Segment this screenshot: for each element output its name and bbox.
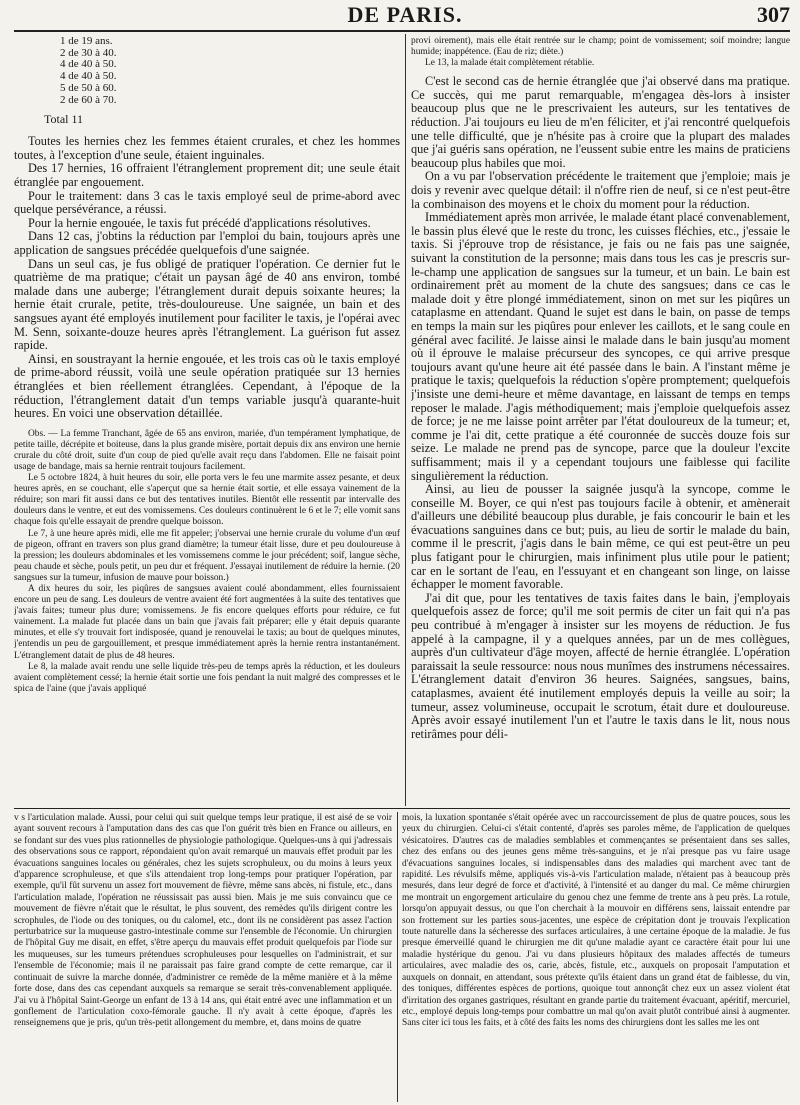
age-table	[60, 36, 400, 106]
paragraph: C'est le second cas de hernie étranglée que j'ai observé dans ma pratique. Ce succès, qui me parut remarquable, m'engagea dès-lors à insister beaucoup plus que ne le prescrivaient les auteurs, sur les tentatives de réduction. J'ai toujours eu lieu de m'en féliciter, et j'ai rencontré quelquefois une telle difficulté, que je n'hésite pas à croire que la plupart des malades que j'ai guéris sans opération, ne l'eussent subie entre les mains de praticiens beaucoup plus habiles que moi.	[411, 74, 790, 170]
paragraph: Pour la hernie engouée, le taxis fut précédé d'applications résolutives.	[28, 215, 371, 230]
paragraph: mois, la luxation spontanée s'était opérée avec un raccourcissement de plus de quatre pouces, sous les yeux du chirurgien. Celui-ci s'était contenté, d'après ses paroles même, de l'application de quelques vésicatoires. D'autres cas de maladies semblables et commençantes se présentaient dans ses salles, chez des enfans ou des jeunes gens même très-sanguins, et je n'ai presque pas vu faire usage d'évacuations sanguines locales, si indispensables dans des maladies qui marchent avec tant de rapidité. Les révulsifs même, appliqués vis-à-vis l'articulation malade, n'étaient pas à beaucoup près mesurés, dans leur degré de force et d'activité, à l'intensité et au danger du mal. Ce même chirurgien me montrait un engorgement articulaire du genou chez une femme de trente ans à peu près. La rotule, lorsqu'on appuyait dessus, ou que l'on cherchait à la mouvoir en différens sens, laissait entendre par son frottement sur les parties sous-jacentes, une espèce de crépitation dont je trouvais l'explication toute naturelle dans la sécheresse des surfaces articulaires, à une certaine époque de la maladie. Je fus presque émerveillé quand le chirurgien me dit qu'une maladie ayant ce caractère était pour lui une maladie hystérique du genou. J'ai vu dans plusieurs hôpitaux des malades affectés de tumeurs articulaires, avec maladie des os, carie, abcès, fistule, etc., auxquels on proposait l'amputation et auxquels on donnait, en attendant, sous prétexte qu'ils étaient dans un grand état de faiblesse, du vin, des toniques, différentes espèces de portions, quoique tout annonçât chez eux un assez violent état d'irritation des organes gastriques, résultant en grande partie du traitement évacuant, apéritif, mercuriel, etc., employé depuis long-temps pour combattre un mal qu'on avait plutôt contribué ainsi à augmenter. Sans citer ici tous les faits, et à côté des faits les noms des chirurgiens dont les salles me les ont	[402, 813, 790, 1029]
paragraph: On a vu par l'observation précédente le traitement que j'emploie; mais je dois y revenir avec quelque détail: il n'offre rien de neuf, si ce n'est peut-être la combinaison des moyens et le choix du moment pour la réduction.	[411, 169, 790, 211]
observation-paragraph: Obs. — La femme Tranchant, âgée de 65 ans environ, mariée, d'un tempérament lymphatique, de petite taille, décrépite et boiteuse, dans la plus grande misère, portait depuis dix ans environ une hernie crurale du côté droit, suite d'un coup de pied qu'elle avait reçu dans l'abdomen. Elle ne faisait point usage de bandage, mais sa hernie rentrait toujours facilement.	[14, 428, 400, 472]
paragraph: v s l'articulation malade. Aussi, pour celui qui suit quelque temps leur pratique, il est aisé de se voir ayant souvent recours à l'amputation dans des cas que l'on guérit très bien en France ou ailleurs, en se fondant sur des vues plus rationnelles de physiologie pathologique. Quelques-uns à qui j'adressais des observations sous ce rapport, répondaient qu'on avait remarqué un mauvais effet produit par les évacuations sanguines locales ou générales, chez les sujets scrophuleux, ou du moins à leurs yeux d'apparence scrophuleuse, et que s'ils attendaient trop long-temps pour pratiquer l'opération, par exemple, qu'il fût survenu un assez fort mouvement de fièvre, même sans abcès, ni fistule, etc., dans l'articulation malade, l'opération ne réussissait pas aussi bien. Mais je me suis convaincu que ce mouvement de fièvre n'était que le résultat, le plus souvent, des remèdes qu'ils dirigent contre les scrophules, de l'iode ou des toniques, ou du calomel, etc., dont ils ne considèrent pas assez l'action perturbatrice sur la muqueuse gastro-intestinale comme sur l'ensemble de l'économie. Un chirurgien de l'hôpital Guy me disait, en effet, s'être aperçu du mauvais effet produit quelquefois par l'iode sur les muqueuses, sur les tumeurs prétendues scrophuleuses pour lesquelles on l'administrait, et sur l'ensemble de l'économie; mais il ne paraissait pas faire grand compte de cette remarque, car il continuait de suivre la marche donnée, d'administrer ce remède de la même manière et à la même forte dose, dans des cas cependant auxquels sa remarque se serait très-convenablement appliquée. J'ai vu à l'hôpital Saint-George un enfant de 13 à 14 ans, qui était entré avec une inflammation et un gonflement de l'articulation coxo-fémorale gauche. Il n'y avait à cette époque, d'après les renseignemens que je pris, qu'un très-petit allongement du membre, et, dans moins de quatre	[14, 813, 392, 1029]
paragraph: Toutes les hernies chez les femmes étaient crurales, et chez les hommes toutes, à l'exception d'une seule, étaient inguinales.	[14, 134, 400, 162]
age-row: 2 de 30 à 40.	[60, 46, 117, 59]
right-column-bottom	[402, 813, 790, 1103]
left-column-bottom	[14, 813, 392, 1103]
observation-paragraph: Le 8, la malade avait rendu une selle liquide très-peu de temps après la réduction, et les douleurs avaient complètement cessé; la hernie était sortie une fois pendant la nuit malgré des compresses et le spica de l'aine (que j'avais appliqué	[14, 661, 400, 694]
paragraph: Pour le traitement: dans 3 cas le taxis employé seul de prime-abord avec quelque persévérance, a réussi.	[14, 188, 400, 217]
column-divider-bottom	[397, 812, 398, 1102]
page-header	[20, 2, 790, 26]
observation-paragraph: Le 7, à une heure après midi, elle me fit appeler; j'observai une hernie crurale du volume d'un œuf de pigeon, offrant en travers son plus grand diamètre; la tumeur était lisse, dure et peu douloureuse à la pression; les douleurs abdominales et les vomissemens comme le jour précédent; soif, langue sèche, peau chaude et sèche, pouls petit, un peu dur et fréquent. J'essayai inutilement de réduire la hernie. (20 sangsues sur la tumeur, infusion de mauve pour boisson.)	[14, 528, 400, 583]
observation-paragraph: A dix heures du soir, les piqûres de sangsues avaient coulé abondamment, elles fournissaient encore un peu de sang. Les douleurs de ventre avaient été fort augmentées à la suite des tentatives que j'avais faites; tumeur plus dure; vomissemens. Je fis encore quelques efforts pour réduire, ce fut vainement. La malade fut placée dans un bain que j'avais fait préparer; elle y était depuis quarante minutes, et elle s'y trouvait fort indisposée, quand je renouvelai le taxis; au bout de quelques minutes, j'entendis un peu de gargouillement, et presque immédiatement après la hernie rentra instantanément. L'étranglement datait de plus de 48 heures.	[14, 584, 400, 661]
page-number: 307	[757, 2, 790, 27]
paragraph: Ainsi, au lieu de pousser la saignée jusqu'à la syncope, comme le conseille M. Boyer, ce qui n'est pas toujours facile à obtenir, et amènerait d'ailleurs une débilité beaucoup plus durable, je fais concourir le bain et les évacuations sanguines dans ce but; puis, au lieu de sortir le malade du bain, comme il le prescrit, j'agis dans le bain même, ce qui est peut-être un peu plus fatigant pour le chirurgien, mais infiniment plus utile pour le patient; car en le sortant de l'eau, en l'essuyant et en changeant son linge, on laisse échapper le moment favorable.	[411, 482, 790, 592]
age-table-total: Total 11	[44, 112, 84, 127]
age-row: 5 de 50 à 60.	[60, 81, 117, 94]
paragraph: J'ai dit que, pour les tentatives de taxis faites dans le bain, j'employais quelquefois assez de force; qu'il me soit permis de citer un fait qui n'a pas peu contribué à m'engager à insister sur les moyens de réduction. Je fus appelé à la campagne, il y a quelques années, par un de mes collègues, auprès d'un cultivateur d'âge moyen, affecté de hernie étranglée. L'opération paraissait la seule ressource: nous nous munîmes des instrumens nécessaires. L'étranglement datait d'environ 36 heures. Saignées, sangsues, bains, cataplasmes, avaient été inutilement employés depuis la veille au soir; la tumeur, assez volumineuse, occupait le scrotum, était dure et douloureuse. Après avoir essayé inutilement l'un et l'autre le taxis dans le lit, nous nous retirâmes pour déli-	[411, 590, 790, 741]
age-row: 2 de 60 à 70.	[60, 93, 117, 106]
paragraph: Des 17 hernies, 16 offraient l'étranglement proprement dit; une seule était étranglée par engouement.	[14, 161, 400, 189]
age-row: 4 de 40 à 50.	[60, 70, 117, 83]
paragraph: Dans 12 cas, j'obtins la réduction par l'emploi du bain, toujours après une application de sangsues précédée quelquefois d'une saignée.	[14, 229, 400, 257]
section-rule	[14, 808, 790, 809]
paragraph: Ainsi, en soustrayant la hernie engouée, et les trois cas où le taxis employé de prime-abord réussit, voilà une seule opération pratiquée sur 13 hernies étranglées et bien réellement étranglées. Cependant, à l'époque de la réduction, l'étranglement datait d'un temps variable jusqu'à quarante-huit heures. En voici une observation détaillée.	[14, 351, 400, 421]
age-row: 1 de 19 ans.	[60, 36, 113, 47]
observation-paragraph: Le 5 octobre 1824, à huit heures du soir, elle porta vers le feu une marmite assez pesante, et deux heures après, en se couchant, elle s'aperçut que sa hernie était sortie, et elle essaya vainement de la réduire; son mari fit aussi dans ce but des tentatives inutiles. Bientôt elle ressentit par intervalle des douleurs dans le ventre, et eut des vomissemens. Ces douleurs continuèrent le 6 et le 7; elle vomit sans chaque fois qu'elle essayait de prendre quelque boisson.	[14, 473, 400, 528]
observation-continuation: provi oirement), mais elle était rentrée sur le champ; point de vomissement; soif moindre; langue humide; inappétence. (Eau de riz; diète.)	[411, 36, 790, 58]
right-column-top	[411, 36, 790, 808]
column-divider-top	[405, 34, 406, 806]
observation-paragraph: Le 13, la malade était complètement rétablie.	[425, 58, 595, 69]
page-title: DE PARIS.	[347, 2, 463, 27]
left-column-top	[14, 36, 400, 808]
age-row: 4 de 40 à 50.	[60, 58, 117, 71]
paragraph: Dans un seul cas, je fus obligé de pratiquer l'opération. Ce dernier fut le quatrième de ma pratique; c'était un paysan âgé de 40 ans environ, tombé malade dans une auberge; l'étranglement durait depuis soixante heures; la hernie était crurale, petite, très-douloureuse. Une saignée, un bain et des sangsues ayant été employés inutilement pour faciliter le taxis, je l'opérai avec M. Senn, soixante-douze heures après l'étranglement. La guérison fut assez rapide.	[14, 256, 400, 353]
header-rule	[14, 30, 790, 32]
paragraph: Immédiatement après mon arrivée, le malade étant placé convenablement, le bassin plus élevé que le reste du tronc, les cuisses fléchies, etc., j'essaie le taxis. Si j'éprouve trop de résistance, je fais ou ne fais pas une saignée, suivant la constitution de la personne; mais dans tous les cas je prescris sur-le-champ une application de sangsues sur la tumeur, et un bain. Le bain est ordinairement prêt au moment de la chute des sangsues; dans ce cas le malade doit y être plongé immédiatement, sinon on met sur les piqûres un cataplasme en attendant. Quand le sujet est dans le bain, on passe de temps en temps la main sur les piqûres pour enlever les caillots, et le sang coule en général avec facilité. Je laisse ainsi le malade dans le bain jusqu'au moment où il éprouve le malaise précurseur des syncopes, ce qui arrive presque toujours avant qu'une heure ait été passée dans le bain. A l'instant même je pratique le taxis; quelquefois la réduction s'opère promptement; quelquefois j'insiste une demi-heure et même davantage, en laissant de temps en temps reposer le malade. J'agis méthodiquement; mais j'emploie quelquefois assez de force; je ne me laisse point arrêter par l'état douloureux de la tumeur; et, comme je l'ai dit, cette pratique a été couronnée de succès douze fois sur seize. Le malade ne prend pas de syncope, parce que la douleur l'excite suffisamment; mais il y a cependant toujours une faiblesse qui facilite singulièrement la réduction.	[411, 210, 790, 483]
